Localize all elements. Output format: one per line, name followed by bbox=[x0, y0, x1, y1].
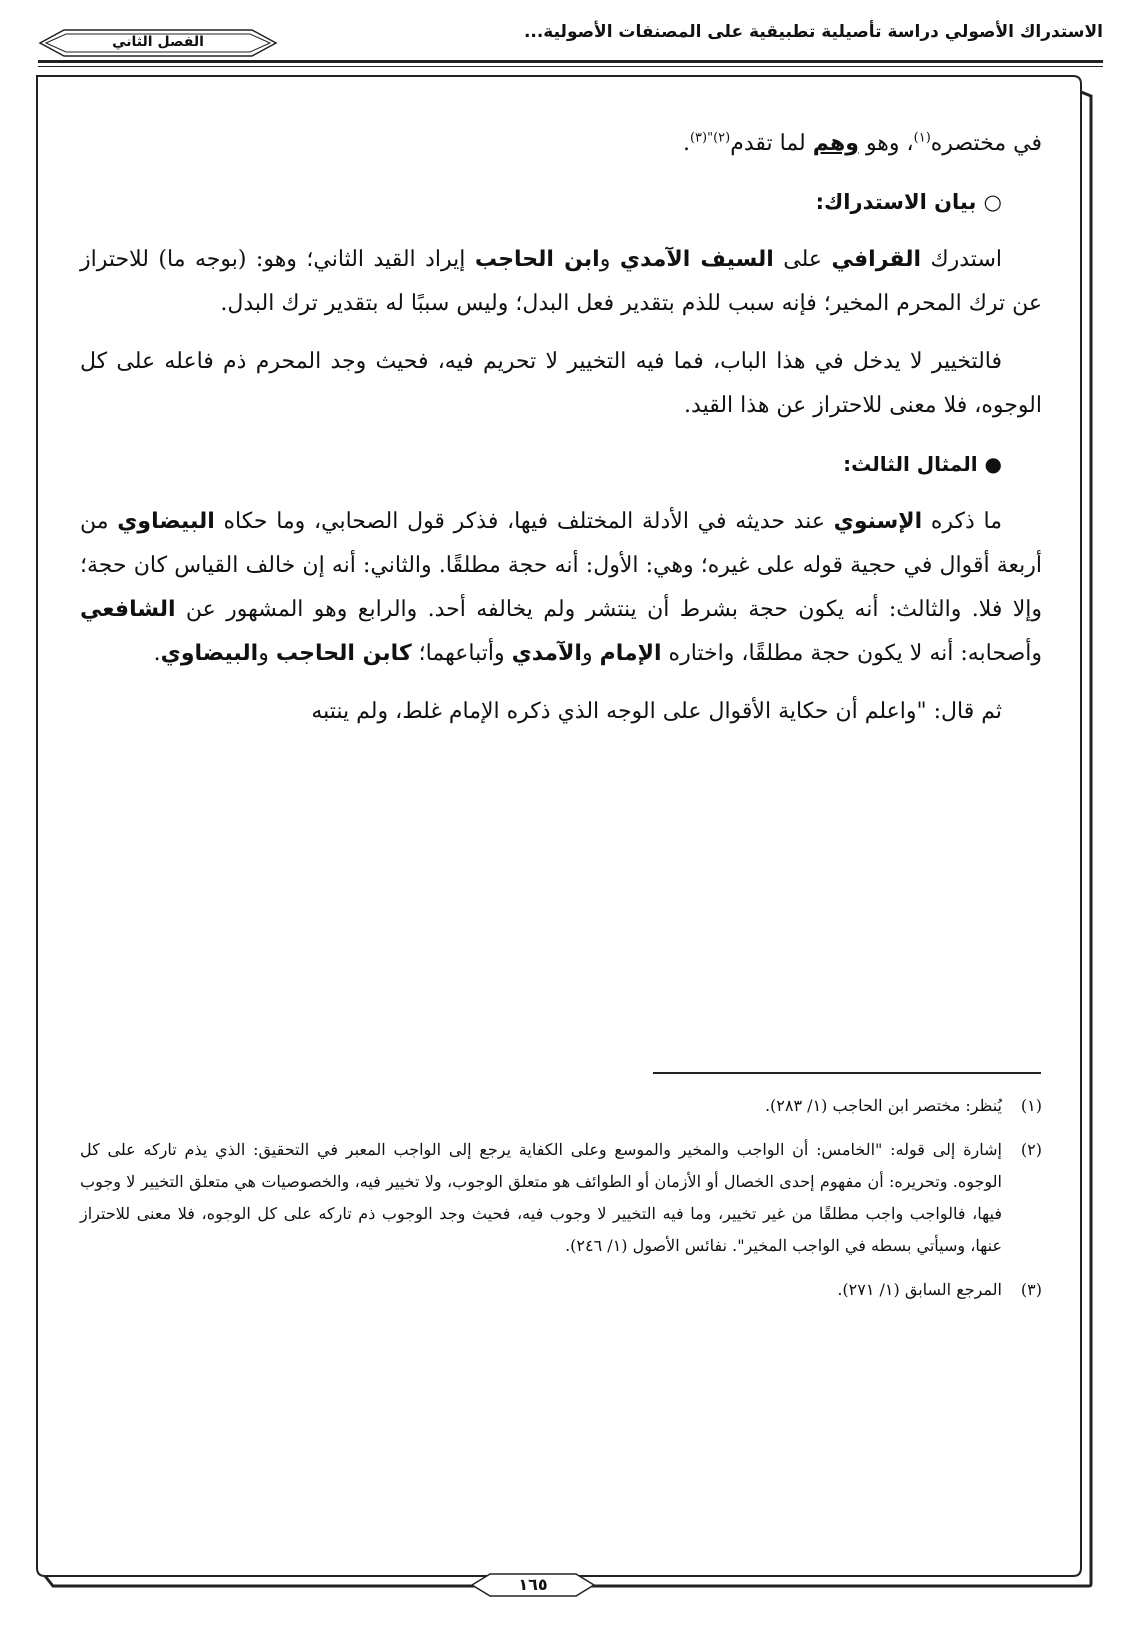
footnote-text: يُنظر: مختصر ابن الحاجب (١/ ٢٨٣). bbox=[764, 1096, 1002, 1115]
section-heading: ○ بيان الاستدراك: bbox=[815, 190, 1002, 214]
footnote bbox=[80, 1090, 1042, 1122]
text-run: ، وهو bbox=[858, 131, 914, 156]
page-number-badge bbox=[470, 1572, 596, 1598]
text-run: إيراد القيد الثاني؛ وهو: (بوجه ما) للاحتراز عن ترك المحرم المخير؛ فإنه سبب للذم بتقدير فعل البدل؛ وليس سببًا له بتقدير ترك البدل. bbox=[80, 247, 1042, 316]
header-rule-thin bbox=[38, 66, 1103, 67]
text-run: ما ذكره bbox=[922, 509, 1002, 534]
text-run: استدرك bbox=[921, 247, 1002, 272]
footnote-text: إشارة إلى قوله: "الخامس: أن الواجب والمخير والموسع وعلى الكفاية يرجع إلى الواجب المعبر في التحقيق: الذي يذم تاركه على كل الوجوه. وتحريره: أن مفهوم إحدى الخصال أو الأزمان أو الطوائف هو متعلق الوجوب، ولا تخيير فيه، والخصوصيات هي متعلق التخيير لا وجوب فيها، فالواجب واجب مطلقًا من غير تخيير، وما فيه التخيير لا وجوب فيه، فحيث وجد الوجوب ذم تاركه على كل الوجوه، فلا معنى للاحتراز عنها، وسيأتي بسطه في الواجب المخير". نفائس الأصول (١/ ٢٤٦). bbox=[80, 1140, 1003, 1255]
paragraph bbox=[80, 500, 1042, 676]
footnote bbox=[80, 1274, 1042, 1306]
name-baydawi: البيضاوي bbox=[117, 509, 215, 534]
footnote-number: (٢) bbox=[1020, 1140, 1042, 1159]
text-run: على bbox=[773, 247, 832, 272]
text-run: في مختصره bbox=[930, 131, 1042, 156]
footnote bbox=[80, 1134, 1042, 1262]
footnote-text: المرجع السابق (١/ ٢٧١). bbox=[837, 1280, 1002, 1299]
paragraph: فالتخيير لا يدخل في هذا الباب، فما فيه التخيير لا تحريم فيه، فحيث وجد المحرم ذم فاعله على كل الوجوه، فلا معنى للاحتراز عن هذا القيد. bbox=[80, 349, 1042, 418]
text-run: و bbox=[599, 247, 620, 272]
example-heading: ● المثال الثالث: bbox=[843, 452, 1002, 476]
text-run: عند حديثه في الأدلة المختلف فيها، فذكر قول الصحابي، وما حكاه bbox=[214, 509, 834, 534]
footnote-number: (١) bbox=[1020, 1096, 1042, 1115]
name-amidi: الآمدي bbox=[511, 641, 582, 666]
name-amidi: السيف الآمدي bbox=[619, 247, 774, 272]
paragraph bbox=[80, 238, 1042, 326]
text-run: وأتباعهما؛ bbox=[411, 641, 512, 666]
paragraph bbox=[80, 122, 1042, 166]
text-run: و bbox=[258, 641, 276, 666]
header-rule bbox=[38, 60, 1103, 63]
name-baydawi: البيضاوي bbox=[160, 641, 259, 666]
footnote-separator bbox=[653, 1072, 1041, 1074]
name-ibn-hajib: كابن الحاجب bbox=[275, 641, 412, 666]
text-run: و bbox=[581, 641, 600, 666]
text-run: من أربعة أقوال في حجية قوله على غيره؛ وهي: الأول: أنه حجة مطلقًا. والثاني: أنه إن خالف القياس كان حجة؛ وإلا فلا. والثالث: أنه يكون حجة بشرط أن ينتشر ولم يخالفه أحد. والرابع وهو المشهور عن bbox=[80, 509, 1042, 622]
page-number: ١٦٥ bbox=[518, 1575, 548, 1594]
footnote-ref: (٢)"(٣) bbox=[689, 130, 731, 146]
paragraph: ثم قال: "واعلم أن حكاية الأقوال على الوجه الذي ذكره الإمام غلط، ولم ينتبه bbox=[311, 699, 1002, 724]
name-isnawi: الإسنوي bbox=[833, 509, 923, 534]
footnotes bbox=[80, 1090, 1042, 1318]
footnote-number: (٣) bbox=[1020, 1280, 1042, 1299]
footnote-ref: (١) bbox=[913, 130, 931, 146]
name-imam: الإمام bbox=[599, 641, 662, 666]
main-text bbox=[80, 122, 1042, 748]
emphasis-word: وهم bbox=[812, 131, 859, 156]
text-run: وأصحابه: أنه لا يكون حجة مطلقًا، واختاره bbox=[661, 641, 1042, 666]
text-run: . bbox=[153, 641, 161, 666]
text-run: لما تقدم bbox=[730, 131, 813, 156]
name-shafii: الشافعي bbox=[80, 597, 176, 622]
book-title: الاستدراك الأصولي دراسة تأصيلية تطبيقية على المصنفات الأصولية... bbox=[523, 22, 1103, 42]
name-ibn-hajib: ابن الحاجب bbox=[474, 247, 600, 272]
chapter-label: الفصل الثاني bbox=[112, 34, 204, 50]
text-run: . bbox=[682, 131, 690, 156]
name-qarafi: القرافي bbox=[831, 247, 922, 272]
chapter-tab bbox=[38, 28, 278, 58]
